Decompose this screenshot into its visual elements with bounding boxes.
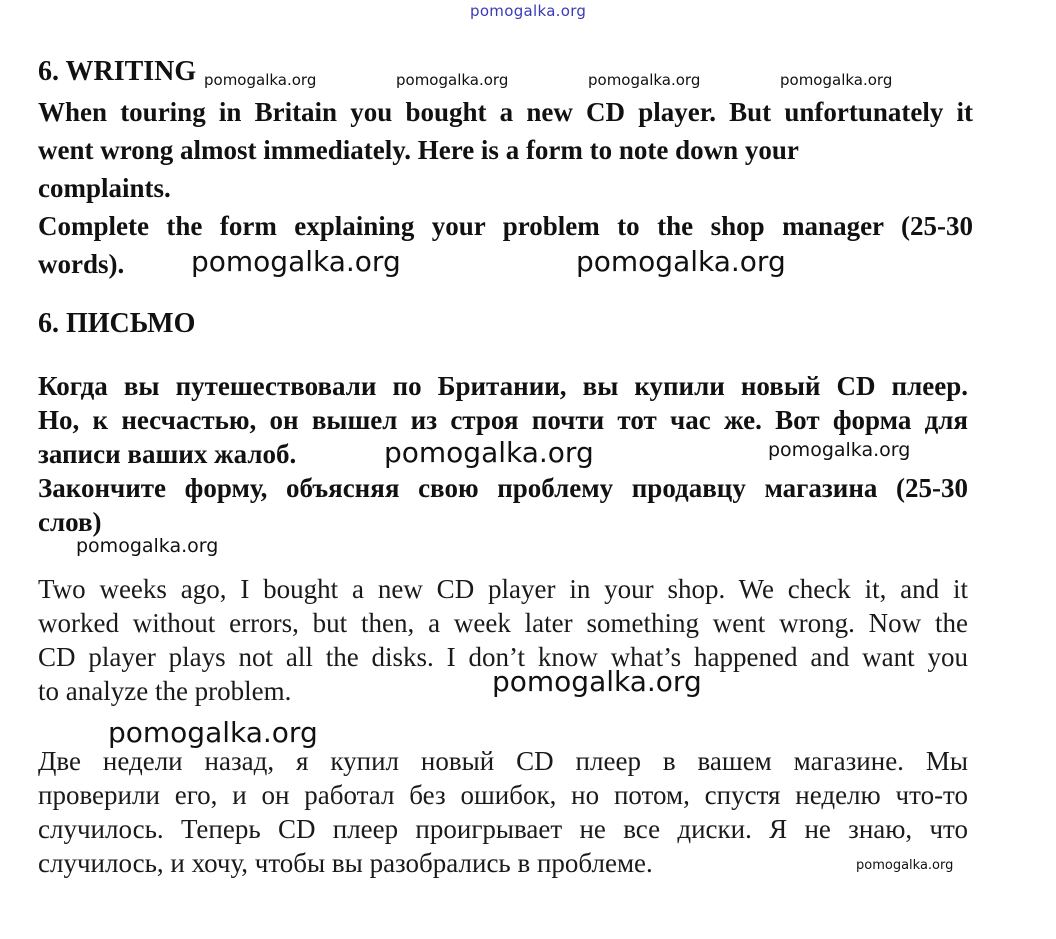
- answer-russian-line: Две недели назад, я купил новый CD плеер в вашем магазине. Мы: [38, 746, 968, 776]
- answer-english-line: worked without errors, but then, a week later something went wrong. Now the: [38, 608, 968, 638]
- answer-russian-line: случилось, и хочу, чтобы вы разобрались в проблеме.: [38, 848, 653, 878]
- watermark: pomogalka.org: [384, 436, 594, 469]
- watermark-top: pomogalka.org: [470, 2, 587, 20]
- watermark: pomogalka.org: [204, 71, 317, 89]
- task-russian-line: Закончите форму, объясняя свою проблему продавцу магазина (25-30: [38, 473, 968, 503]
- watermark: pomogalka.org: [191, 245, 401, 278]
- heading-pismo: 6. ПИСЬМО: [38, 308, 196, 339]
- task-russian-line: записи ваших жалоб.: [38, 439, 297, 469]
- watermark: pomogalka.org: [576, 245, 786, 278]
- answer-russian: [38, 744, 968, 880]
- watermark: pomogalka.org: [76, 535, 219, 557]
- watermark: pomogalka.org: [492, 665, 702, 698]
- watermark: pomogalka.org: [396, 71, 509, 89]
- watermark: pomogalka.org: [588, 71, 701, 89]
- watermark: pomogalka.org: [108, 716, 318, 749]
- watermark: pomogalka.org: [856, 858, 954, 873]
- answer-russian-line: проверили его, и он работал без ошибок, но потом, спустя неделю что-то: [38, 780, 968, 810]
- answer-russian-line: случилось. Теперь CD плеер проигрывает не все диски. Я не знаю, что: [38, 814, 968, 844]
- task-russian-line: Когда вы путешествовали по Британии, вы купили новый CD плеер.: [38, 371, 968, 401]
- task-english-line: Complete the form explaining your problem to the shop manager (25-30: [38, 211, 973, 241]
- task-english-line: complaints.: [38, 173, 171, 203]
- task-russian-line: Но, к несчастью, он вышел из строя почти тот час же. Вот форма для: [38, 405, 968, 435]
- task-russian-line: слов): [38, 507, 102, 537]
- answer-english-line: CD player plays not all the disks. I don’t know what’s happened and want you: [38, 642, 968, 672]
- answer-english-line: to analyze the problem.: [38, 676, 292, 706]
- watermark: pomogalka.org: [768, 439, 911, 461]
- heading-writing: 6. WRITING: [38, 56, 197, 87]
- task-english-line: words).: [38, 249, 125, 279]
- task-english: [38, 93, 973, 283]
- answer-english-line: Two weeks ago, I bought a new CD player in your shop. We check it, and it: [38, 574, 968, 604]
- task-english-line: When touring in Britain you bought a new CD player. But unfortunately it: [38, 97, 973, 127]
- task-english-line: went wrong almost immediately. Here is a form to note down your: [38, 135, 799, 165]
- watermark: pomogalka.org: [780, 71, 893, 89]
